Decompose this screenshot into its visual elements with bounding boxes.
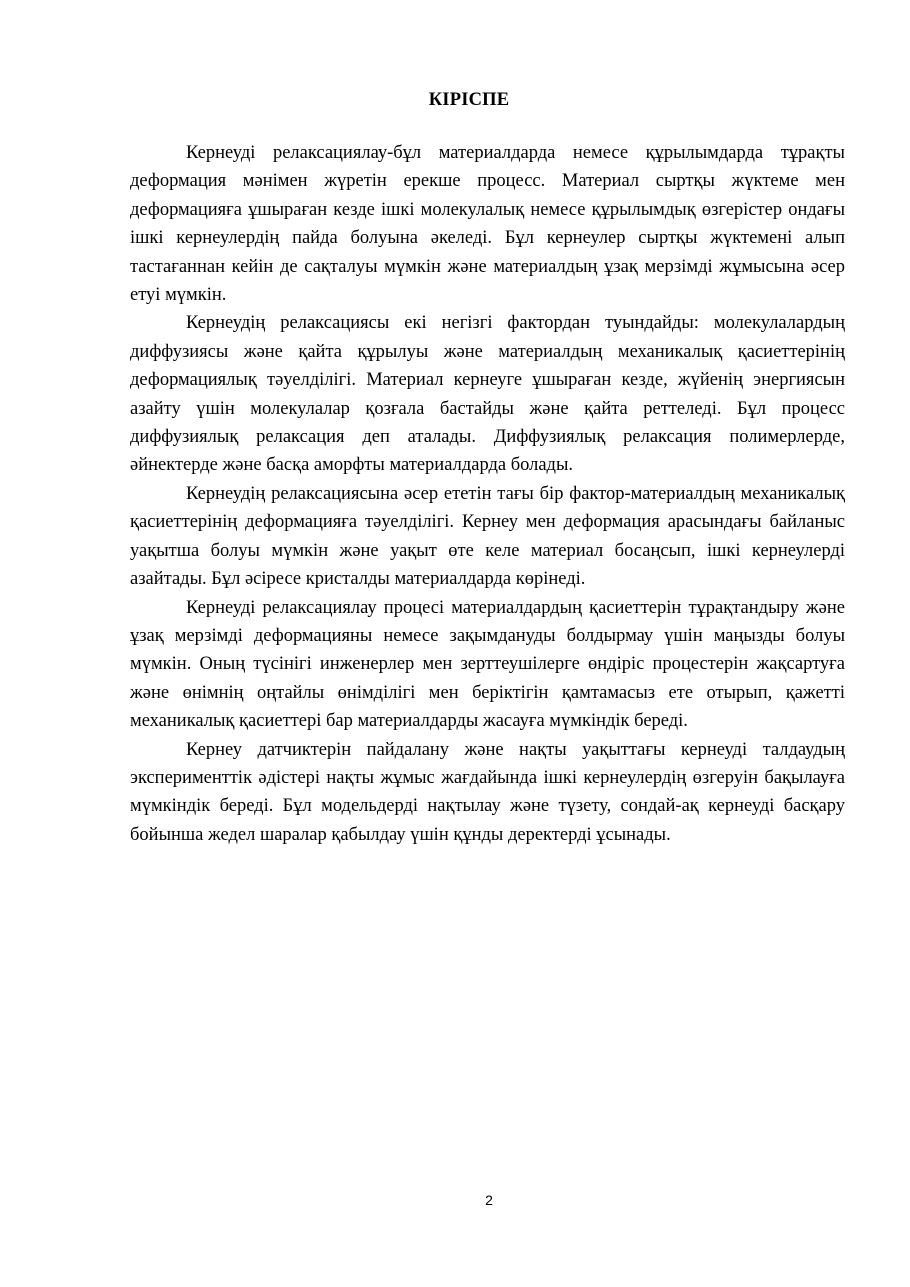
body-text [130,139,845,849]
paragraph-1: Кернеуді релаксациялау-бұл материалдарда немесе құрылымдарда тұрақты деформация мәнімен жүретін ерекше процесс. Материал сыртқы жүктеме мен деформацияға ұшыраған кезде ішкі молекулалық немесе құрылымдық өзгерістер ондағы ішкі кернеулердің пайда болуына әкеледі. Бұл кернеулер сыртқы жүктемені алып тастағаннан кейін де сақталуы мүмкін және материалдың ұзақ мерзімді жұмысына әсер етуі мүмкін. [130,143,845,306]
page-number: 2 [485,1192,493,1208]
paragraph-2: Кернеудің релаксациясы екі негізгі фактордан туындайды: молекулалардың диффузиясы және қайта құрылуы және материалдың механикалық қасиеттерінің деформациялық тәуелділігі. Материал кернеуге ұшыраған кезде, жүйенің энергиясын азайту үшін молекулалар қозғала бастайды және қайта реттеледі. Бұл процесс диффузиялық релаксация деп аталады. Диффузиялық релаксация полимерлерде, әйнектерде және басқа аморфты материалдарда болады. [130,313,845,476]
paragraph-4: Кернеуді релаксациялау процесі материалдардың қасиеттерін тұрақтандыру және ұзақ мерзімді деформацияны немесе зақымдануды болдырмау үшін маңызды болуы мүмкін. Оның түсінігі инженерлер мен зерттеушілерге өндіріс процестерін жақсартуға және өнімнің оңтайлы өнімділігі мен беріктігін қамтамасыз ете отырып, қажетті механикалық қасиеттері бар материалдарды жасауға мүмкіндік береді. [130,597,845,732]
page-title: КІРІСПЕ [428,90,510,110]
paragraph-3: Кернеудің релаксациясына әсер ететін тағы бір фактор-материалдың механикалық қасиеттерінің деформацияға тәуелділігі. Кернеу мен деформация арасындағы байланыс уақытша болуы мүмкін және уақыт өте келе материал босаңсып, ішкі кернеулерді азайтады. Бұл әсіресе кристалды материалдарда көрінеді. [130,483,845,590]
paragraph-5: Кернеу датчиктерін пайдалану және нақты уақыттағы кернеуді талдаудың эксперименттік әдістері нақты жұмыс жағдайында ішкі кернеулердің өзгеруін бақылауға мүмкіндік береді. Бұл модельдерді нақтылау және түзету, сондай-ақ кернеуді басқару бойынша жедел шаралар қабылдау үшін құнды деректерді ұсынады. [130,739,845,845]
